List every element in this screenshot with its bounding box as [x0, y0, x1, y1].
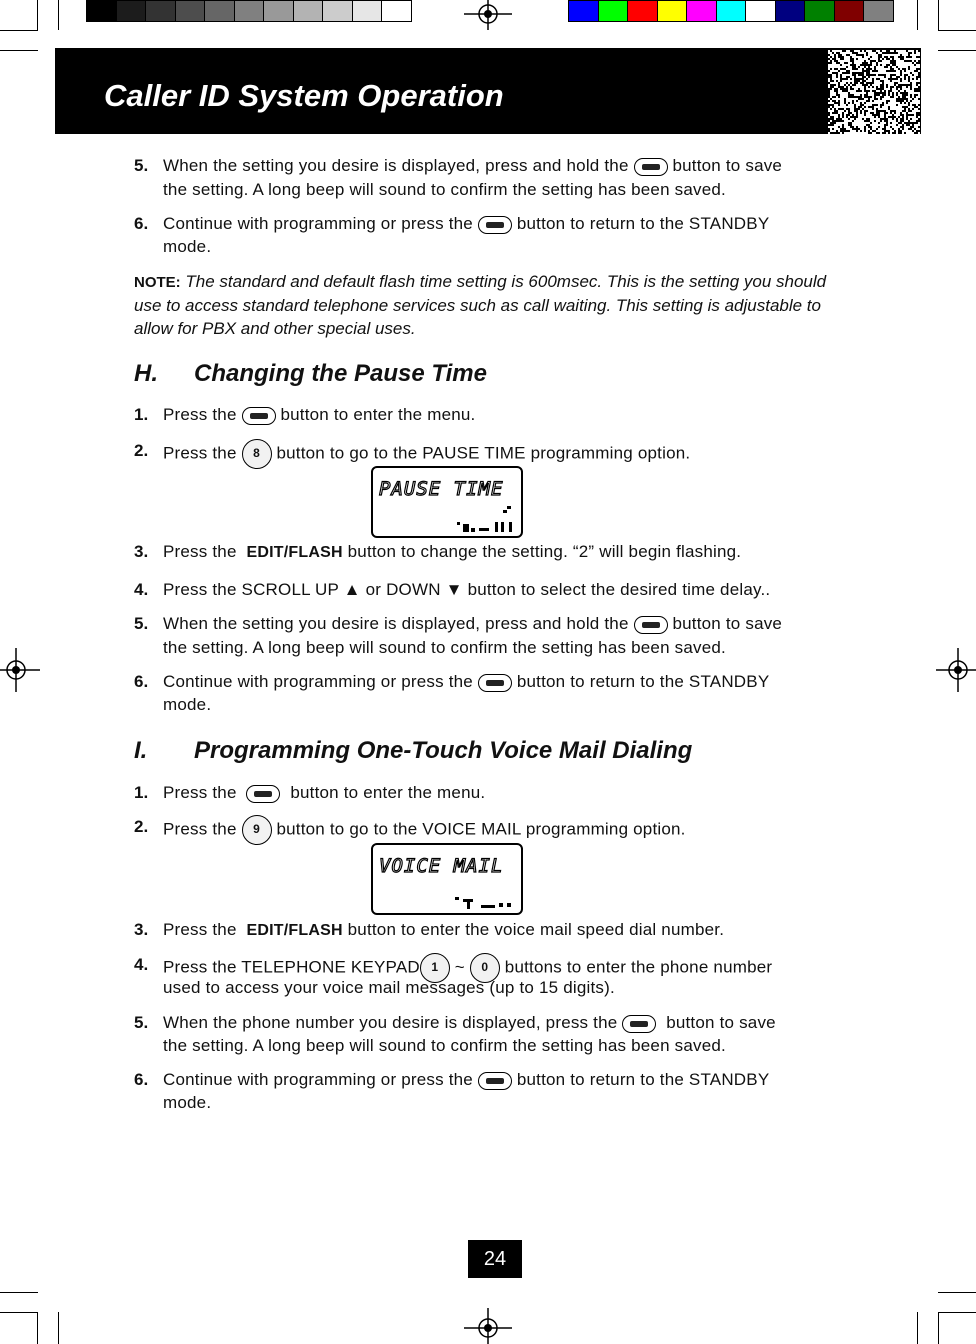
step-text: the setting. A long beep will sound to confirm the setting has been saved. — [163, 1036, 726, 1055]
color-swatch — [116, 0, 147, 22]
color-swatch — [86, 0, 117, 22]
menu-button-icon — [478, 674, 512, 692]
section-letter: I. — [134, 737, 148, 764]
section-letter: H. — [134, 360, 158, 387]
step-text: mode. — [163, 1093, 212, 1112]
step-text: Press the 9 button to go to the VOICE MAIL programming option. — [163, 815, 686, 845]
color-swatch — [657, 0, 688, 22]
step-number: 3. — [134, 542, 149, 561]
step-text: Press the SCROLL UP ▲ or DOWN ▼ button to select the desired time delay.. — [163, 580, 771, 599]
step-number: 2. — [134, 441, 149, 460]
section-title: Programming One-Touch Voice Mail Dialing — [194, 737, 693, 764]
step-number: 4. — [134, 955, 149, 974]
color-swatch — [145, 0, 176, 22]
note: NOTE: The standard and default flash time setting is 600msec. This is the setting you should use to access standard telephone services such as call waiting. This setting is adjustable to allow for PBX and other special uses. — [134, 272, 827, 338]
menu-button-icon — [634, 158, 668, 176]
step-number: 6. — [134, 672, 149, 691]
step-number: 5. — [134, 156, 149, 175]
color-swatch — [804, 0, 835, 22]
step-text: When the phone number you desire is displayed, press the button to save — [163, 1013, 776, 1032]
page-title: Caller ID System Operation — [104, 78, 504, 113]
color-swatch — [322, 0, 353, 22]
step-number: 3. — [134, 920, 149, 939]
menu-button-icon — [478, 1072, 512, 1090]
step-text: When the setting you desire is displayed, press and hold the button to save — [163, 614, 783, 633]
menu-button-icon — [622, 1015, 656, 1033]
key-1-icon: 1 — [420, 953, 450, 983]
step-text: Press the TELEPHONE KEYPAD 1 ~ 0 buttons to enter the phone number — [163, 953, 772, 983]
step-text: used to access your voice mail messages (up to 15 digits). — [163, 978, 615, 997]
color-swatch — [598, 0, 629, 22]
barcode-icon — [828, 50, 920, 134]
color-swatch — [775, 0, 806, 22]
color-swatch — [745, 0, 776, 22]
color-swatch — [293, 0, 324, 22]
step-text: When the setting you desire is displayed, press and hold the button to save — [163, 156, 783, 175]
step-number: 6. — [134, 1070, 149, 1089]
menu-button-icon — [242, 407, 276, 425]
lcd-text: VOICE MAIL — [379, 855, 504, 877]
color-swatch — [175, 0, 206, 22]
step-text: mode. — [163, 237, 212, 256]
color-swatch — [263, 0, 294, 22]
lcd-text: PAUSE TIME — [379, 478, 504, 500]
step-text: Press the EDIT/FLASH button to change the setting. “2” will begin flashing. — [163, 542, 742, 561]
key-9-icon: 9 — [242, 815, 272, 845]
step-text: Press the button to enter the menu. — [163, 783, 486, 802]
color-swatch — [863, 0, 894, 22]
step-text: Continue with programming or press the button to return to the STANDBY — [163, 672, 770, 691]
step-number: 4. — [134, 580, 149, 599]
step-number: 5. — [134, 614, 149, 633]
menu-button-icon — [246, 785, 280, 803]
step-text: mode. — [163, 695, 212, 714]
color-swatch — [627, 0, 658, 22]
color-swatch — [352, 0, 383, 22]
color-swatch — [204, 0, 235, 22]
step-text: Continue with programming or press the button to return to the STANDBY — [163, 1070, 770, 1089]
step-text: the setting. A long beep will sound to confirm the setting has been saved. — [163, 180, 726, 199]
step-number: 1. — [134, 783, 149, 802]
step-number: 1. — [134, 405, 149, 424]
section-title: Changing the Pause Time — [194, 360, 487, 387]
lcd-value-glyphs — [443, 506, 523, 536]
menu-button-icon — [478, 216, 512, 234]
key-8-icon: 8 — [242, 439, 272, 469]
step-number: 2. — [134, 817, 149, 836]
step-number: 5. — [134, 1013, 149, 1032]
color-swatch — [716, 0, 747, 22]
page-number: 24 — [468, 1240, 522, 1278]
color-swatch — [381, 0, 412, 22]
lcd-display — [371, 466, 523, 538]
step-text: Continue with programming or press the button to return to the STANDBY — [163, 214, 770, 233]
step-text: Press the EDIT/FLASH button to enter the voice mail speed dial number. — [163, 920, 725, 939]
lcd-display — [371, 843, 523, 915]
step-number: 6. — [134, 214, 149, 233]
menu-button-icon — [634, 616, 668, 634]
key-0-icon: 0 — [470, 953, 500, 983]
color-swatch — [568, 0, 599, 22]
step-text: Press the 8 button to go to the PAUSE TIME programming option. — [163, 439, 690, 469]
color-swatch — [234, 0, 265, 22]
step-text: the setting. A long beep will sound to confirm the setting has been saved. — [163, 638, 726, 657]
color-swatch — [834, 0, 865, 22]
step-text: Press the button to enter the menu. — [163, 405, 476, 424]
lcd-value-glyphs — [443, 883, 523, 913]
color-swatch — [686, 0, 717, 22]
